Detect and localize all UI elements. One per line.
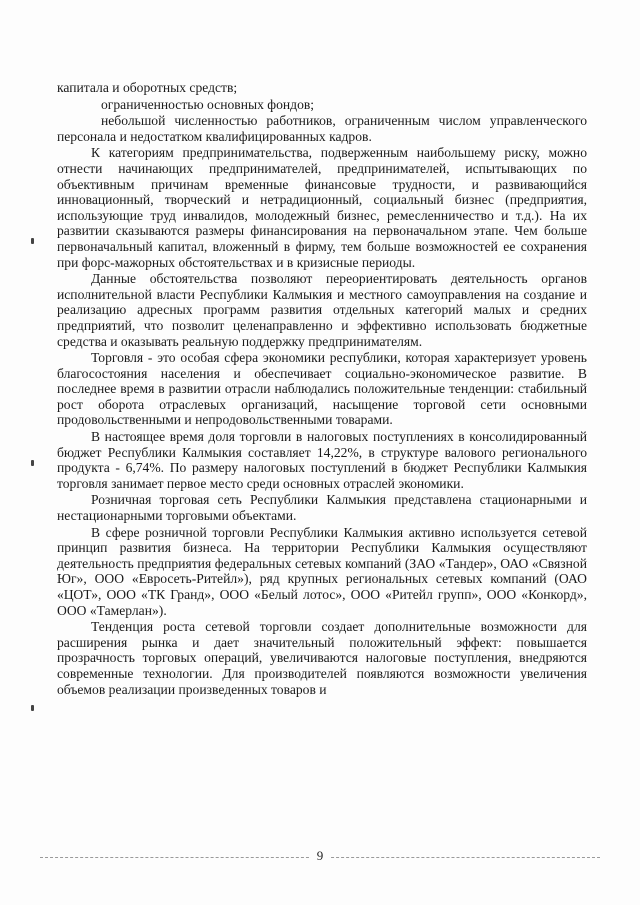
paragraph-chain-trend: Тенденция роста сетевой торговли создает дополнительные возможности для расширения рынка и дает значительный положительный эффект: повышается прозрачность торговых операций, увеличиваются налоговые поступления, внедряются современные технологии. Для производителей появляются возможности увеличения объемов реализации произведенных товаров и <box>57 619 587 697</box>
paragraph-chain-retail: В сфере розничной торговли Республики Калмыкия активно используется сетевой принцип развития бизнеса. На территории Республики Калмыкия осуществляют деятельность предприятия федеральных сетевых компаний (ЗАО «Тандер», ОАО «Связной Юг», ООО «Евросеть-Ритейл»), ряд крупных региональных сетевых компаний (ОАО «ЦОТ», ООО «ТК Гранд», ООО «Белый лотос», ООО «Ритейл групп», ООО «Конкорд», ООО «Тамерлан»). <box>57 524 587 618</box>
paragraph-tax-share: В настоящее время доля торговли в налоговых поступлениях в консолидированный бюджет Республики Калмыкия составляет 14,22%, в структуре валового регионального продукта - 6,74%. По размеру налоговых поступлений в бюджет Республики Калмыкия торговля занимает первое место среди основных отраслей экономики. <box>57 429 587 491</box>
list-item-fixed-assets: ограниченностью основных фондов; <box>101 96 315 112</box>
paragraph-retail-network: Розничная торговая сеть Республики Калмыкия представлена стационарными и нестационарными торговыми объектами. <box>57 492 587 524</box>
document-body <box>57 80 587 698</box>
paragraph-continuation: капитала и оборотных средств; <box>57 80 238 95</box>
margin-mark <box>31 705 34 711</box>
list-item-staff: небольшой численностью работников, ограниченным числом управленческого персонала и недостатком квалифицированных кадров. <box>57 113 587 144</box>
page-footer <box>40 848 600 864</box>
page-number: 9 <box>311 848 330 864</box>
margin-mark <box>31 460 34 466</box>
margin-mark <box>31 238 34 244</box>
paragraph-trade: Торговля - это особая сфера экономики республики, которая характеризует уровень благосостояния населения и обеспечивает социально-экономическое развитие. В последнее время в развитии отрасли наблюдались положительные тенденции: стабильный рост оборота отраслевых организаций, насыщение торговой сети основными продовольственными и непродовольственными товарами. <box>57 350 587 428</box>
paragraph-circumstances: Данные обстоятельства позволяют переориентировать деятельность органов исполнительной власти Республики Калмыкия и местного самоуправления на создание и реализацию адресных программ развития отдельных категорий малых и средних предприятий, что позволит целенаправленно и эффективно использовать бюджетные средства и оказывать реальную поддержку предпринимателям. <box>57 271 587 349</box>
paragraph-risk-categories: К категориям предпринимательства, подверженным наибольшему риску, можно отнести начинающих предпринимателей, предпринимателей, испытывающих по объективным причинам временные финансовые трудности, и развивающийся инновационный, творческий и нетрадиционный, социальный бизнес (предприятия, использующие труд инвалидов, молодежный бизнес, ремесленничество и т.д.). На их развитии сказываются размеры финансирования на первоначальном этапе. Чем больше первоначальный капитал, вложенный в фирму, тем больше возможностей ее сохранения при форс-мажорных обстоятельствах и в кризисные периоды. <box>57 145 587 270</box>
